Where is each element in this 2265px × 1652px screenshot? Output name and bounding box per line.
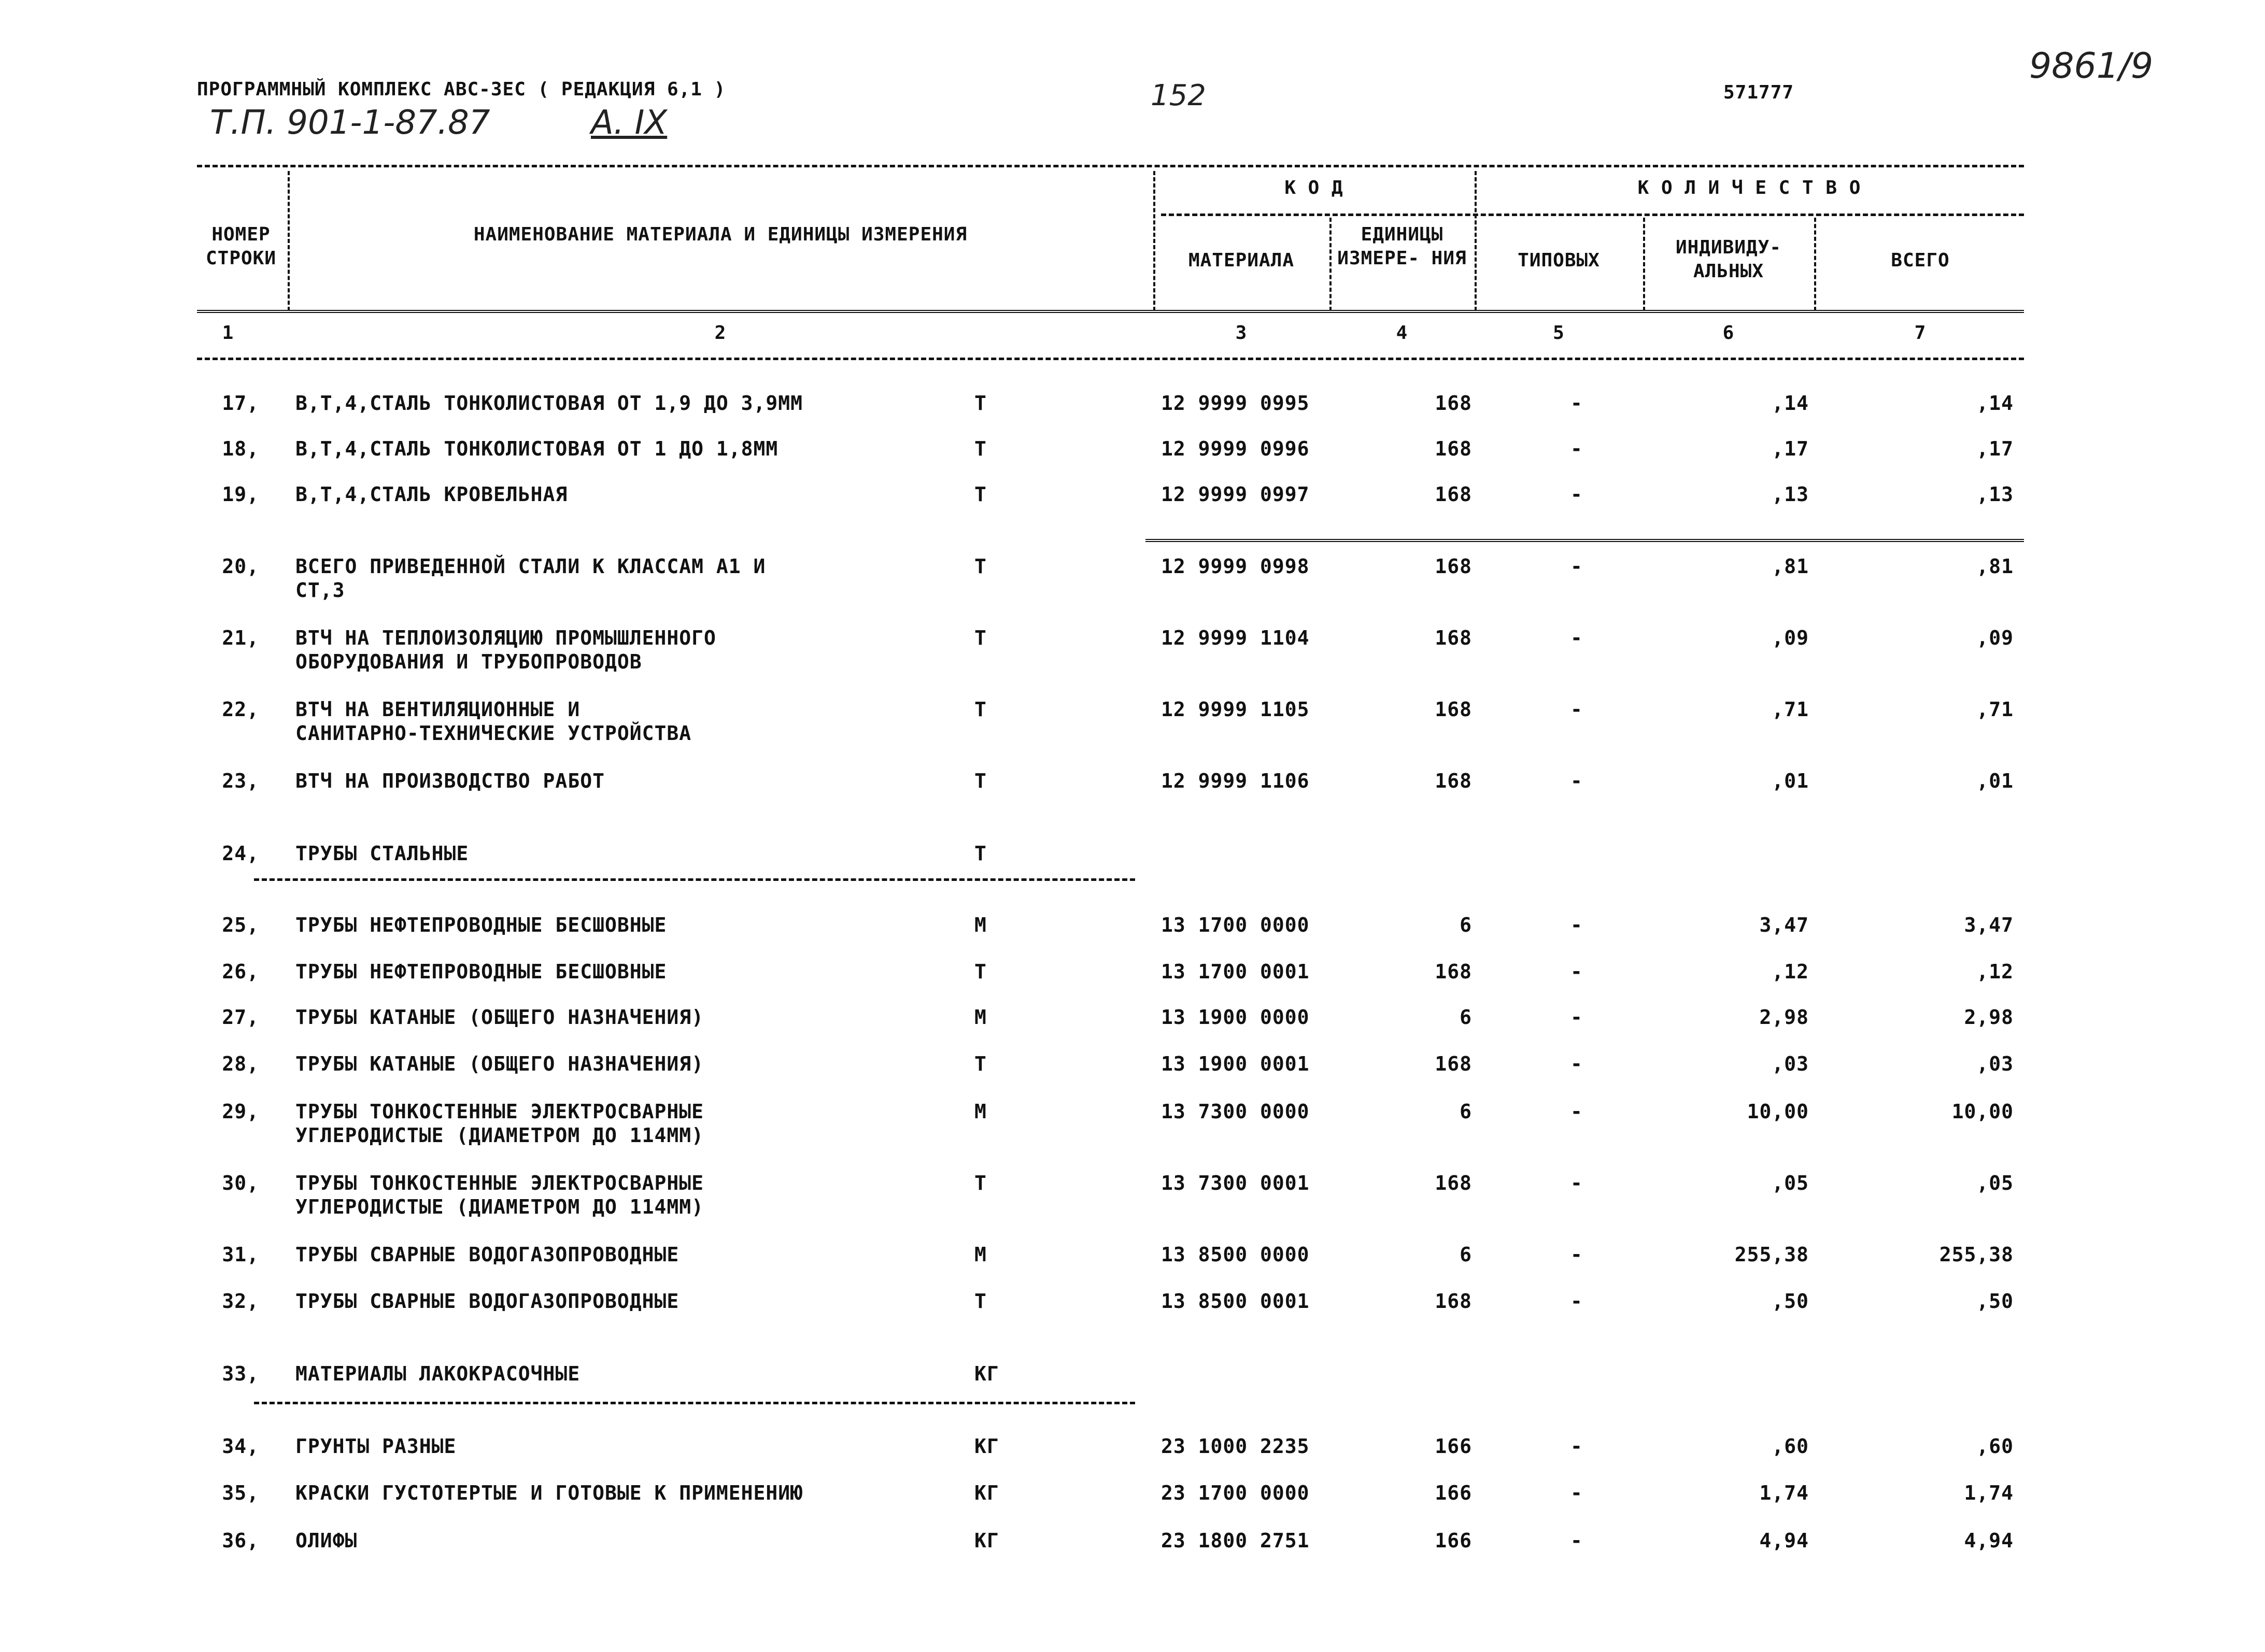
column-numbers-rule <box>197 358 2024 360</box>
material-code: 13 1700 0000 <box>1161 914 1310 936</box>
total-qty: 255,38 <box>1939 1243 2014 1266</box>
unit: Т <box>974 437 987 460</box>
individual-qty: 3,47 <box>1759 914 1809 936</box>
typical-qty: - <box>1570 1435 1583 1458</box>
row-number: 33, <box>222 1362 259 1385</box>
unit-code: 168 <box>1435 392 1472 415</box>
unit: М <box>974 1006 987 1029</box>
unit-code: 6 <box>1460 1243 1472 1266</box>
typical-qty: - <box>1570 483 1583 506</box>
individual-qty: ,05 <box>1772 1172 1809 1194</box>
header-name: НАИМЕНОВАНИЕ МАТЕРИАЛА И ЕДИНИЦЫ ИЗМЕРЕНИЯ <box>473 224 968 245</box>
unit: Т <box>974 960 987 983</box>
row-number: 31, <box>222 1243 259 1266</box>
row-number: 20, <box>222 555 259 578</box>
unit: КГ <box>974 1482 999 1504</box>
material-code: 13 7300 0001 <box>1161 1172 1310 1194</box>
typical-qty: - <box>1570 1290 1583 1313</box>
column-divider <box>288 171 290 311</box>
row-number: 24, <box>222 842 259 865</box>
material-code: 13 8500 0001 <box>1161 1290 1310 1313</box>
header-quantity-group: К О Л И Ч Е С Т В О <box>1637 177 1861 198</box>
header-total: ВСЕГО <box>1891 250 1950 271</box>
row-number: 21, <box>222 626 259 649</box>
typical-qty: - <box>1570 626 1583 649</box>
material-name: ТРУБЫ НЕФТЕПРОВОДНЫЕ БЕСШОВНЫЕ <box>295 914 667 936</box>
material-name-continued: УГЛЕРОДИСТЫЕ (ДИАМЕТРОМ ДО 114ММ) <box>295 1195 704 1218</box>
material-code: 23 1800 2751 <box>1161 1529 1310 1552</box>
individual-qty: ,17 <box>1772 437 1809 460</box>
unit: М <box>974 1243 987 1266</box>
unit: Т <box>974 842 987 865</box>
group-underline <box>254 1402 1135 1404</box>
individual-qty: ,71 <box>1772 698 1809 721</box>
individual-qty: 2,98 <box>1759 1006 1809 1029</box>
unit-code: 6 <box>1460 1100 1472 1123</box>
header-row-number: НОМЕР СТРОКИ <box>205 224 277 269</box>
unit-code: 168 <box>1435 626 1472 649</box>
total-qty: ,12 <box>1976 960 2014 983</box>
column-divider <box>1329 218 1332 311</box>
individual-qty: 4,94 <box>1759 1529 1809 1552</box>
column-number: 6 <box>1722 322 1735 344</box>
unit-code: 168 <box>1435 1290 1472 1313</box>
material-name: В,Т,4,СТАЛЬ ТОНКОЛИСТОВАЯ ОТ 1 ДО 1,8ММ <box>295 437 778 460</box>
material-code: 13 1700 0001 <box>1161 960 1310 983</box>
typical-qty: - <box>1570 960 1583 983</box>
typical-qty: - <box>1570 392 1583 415</box>
typical-qty: - <box>1570 1529 1583 1552</box>
table-top-rule <box>197 165 2024 167</box>
material-code: 12 9999 0995 <box>1161 392 1310 415</box>
material-name-continued: ОБОРУДОВАНИЯ И ТРУБОПРОВОДОВ <box>295 650 642 673</box>
project-number: Т.П. 901-1-87.87 <box>210 104 490 142</box>
total-qty: ,60 <box>1976 1435 2014 1458</box>
individual-qty: 1,74 <box>1759 1482 1809 1504</box>
material-name: ТРУБЫ СТАЛЬНЫЕ <box>295 842 469 865</box>
typical-qty: - <box>1570 1172 1583 1194</box>
material-name: ВТЧ НА ВЕНТИЛЯЦИОННЫЕ И <box>295 698 581 721</box>
typical-qty: - <box>1570 1052 1583 1075</box>
unit: М <box>974 914 987 936</box>
unit: КГ <box>974 1435 999 1458</box>
unit-code: 6 <box>1460 1006 1472 1029</box>
row-number: 30, <box>222 1172 259 1194</box>
unit-code: 166 <box>1435 1482 1472 1504</box>
total-qty: 3,47 <box>1964 914 2014 936</box>
material-name: ВСЕГО ПРИВЕДЕННОЙ СТАЛИ К КЛАССАМ А1 И <box>295 555 766 578</box>
header-typical: ТИПОВЫХ <box>1518 250 1600 271</box>
unit: М <box>974 1100 987 1123</box>
typical-qty: - <box>1570 555 1583 578</box>
unit: КГ <box>974 1362 999 1385</box>
typical-qty: - <box>1570 437 1583 460</box>
row-number: 17, <box>222 392 259 415</box>
document-code: 571777 <box>1723 82 1794 103</box>
column-number: 7 <box>1914 322 1927 344</box>
header-material: МАТЕРИАЛА <box>1188 250 1295 271</box>
unit-code: 168 <box>1435 1052 1472 1075</box>
unit-code: 168 <box>1435 698 1472 721</box>
total-qty: 10,00 <box>1951 1100 2014 1123</box>
unit-code: 168 <box>1435 1172 1472 1194</box>
material-name: ТРУБЫ КАТАНЫЕ (ОБЩЕГО НАЗНАЧЕНИЯ) <box>295 1052 704 1075</box>
program-title: ПРОГРАММНЫЙ КОМПЛЕКС АВС-ЗЕС ( РЕДАКЦИЯ 6,1 ) <box>197 79 726 100</box>
material-name: ГРУНТЫ РАЗНЫЕ <box>295 1435 457 1458</box>
typical-qty: - <box>1570 1006 1583 1029</box>
column-divider <box>1153 171 1155 311</box>
unit: Т <box>974 1172 987 1194</box>
album-number: А. IX <box>591 104 668 142</box>
material-name: ТРУБЫ СВАРНЫЕ ВОДОГАЗОПРОВОДНЫЕ <box>295 1243 680 1266</box>
unit: Т <box>974 770 987 792</box>
material-name-continued: УГЛЕРОДИСТЫЕ (ДИАМЕТРОМ ДО 114ММ) <box>295 1124 704 1147</box>
page-number: 152 <box>1151 79 1206 112</box>
material-name: ТРУБЫ КАТАНЫЕ (ОБЩЕГО НАЗНАЧЕНИЯ) <box>295 1006 704 1029</box>
individual-qty: ,14 <box>1772 392 1809 415</box>
row-number: 27, <box>222 1006 259 1029</box>
material-name: ТРУБЫ ТОНКОСТЕННЫЕ ЭЛЕКТРОСВАРНЫЕ <box>295 1172 704 1194</box>
material-name: ВТЧ НА ТЕПЛОИЗОЛЯЦИЮ ПРОМЫШЛЕННОГО <box>295 626 716 649</box>
unit-code: 168 <box>1435 483 1472 506</box>
individual-qty: 10,00 <box>1747 1100 1809 1123</box>
material-name: КРАСКИ ГУСТОТЕРТЫЕ И ГОТОВЫЕ К ПРИМЕНЕНИЮ <box>295 1482 803 1504</box>
total-qty: ,17 <box>1976 437 2014 460</box>
total-qty: 2,98 <box>1964 1006 2014 1029</box>
column-number: 3 <box>1235 322 1248 344</box>
group-underline <box>254 878 1135 881</box>
archive-stamp: 9861/9 <box>2029 46 2154 87</box>
material-code: 13 7300 0000 <box>1161 1100 1310 1123</box>
column-number: 4 <box>1396 322 1408 344</box>
column-divider <box>1475 171 1477 311</box>
row-number: 34, <box>222 1435 259 1458</box>
total-qty: ,09 <box>1976 626 2014 649</box>
unit: Т <box>974 1052 987 1075</box>
material-code: 12 9999 1105 <box>1161 698 1310 721</box>
individual-qty: ,12 <box>1772 960 1809 983</box>
unit: Т <box>974 483 987 506</box>
row-number: 29, <box>222 1100 259 1123</box>
row-number: 23, <box>222 770 259 792</box>
unit: Т <box>974 1290 987 1313</box>
header-code-group: К О Д <box>1284 177 1343 198</box>
individual-qty: ,13 <box>1772 483 1809 506</box>
typical-qty: - <box>1570 698 1583 721</box>
material-code: 12 9999 0997 <box>1161 483 1310 506</box>
individual-qty: ,81 <box>1772 555 1809 578</box>
row-number: 19, <box>222 483 259 506</box>
column-divider <box>1643 218 1645 311</box>
total-qty: 1,74 <box>1964 1482 2014 1504</box>
row-number: 28, <box>222 1052 259 1075</box>
total-qty: ,71 <box>1976 698 2014 721</box>
material-name: ТРУБЫ ТОНКОСТЕННЫЕ ЭЛЕКТРОСВАРНЫЕ <box>295 1100 704 1123</box>
total-qty: 4,94 <box>1964 1529 2014 1552</box>
column-number: 1 <box>222 322 234 344</box>
header-unit-code: ЕДИНИЦЫ ИЗМЕРЕ- НИЯ <box>1337 224 1467 269</box>
material-code: 12 9999 1104 <box>1161 626 1310 649</box>
column-divider <box>1814 218 1816 311</box>
row-number: 32, <box>222 1290 259 1313</box>
individual-qty: ,09 <box>1772 626 1809 649</box>
unit: Т <box>974 555 987 578</box>
header-bottom-rule <box>197 310 2024 313</box>
column-number: 5 <box>1553 322 1565 344</box>
total-qty: ,13 <box>1976 483 2014 506</box>
material-name: ТРУБЫ СВАРНЫЕ ВОДОГАЗОПРОВОДНЫЕ <box>295 1290 680 1313</box>
material-code: 13 1900 0001 <box>1161 1052 1310 1075</box>
unit-code: 168 <box>1435 770 1472 792</box>
unit-code: 6 <box>1460 914 1472 936</box>
unit: Т <box>974 698 987 721</box>
material-name: ВТЧ НА ПРОИЗВОДСТВО РАБОТ <box>295 770 605 792</box>
total-qty: ,50 <box>1976 1290 2014 1313</box>
material-name-continued: САНИТАРНО-ТЕХНИЧЕСКИЕ УСТРОЙСТВА <box>295 722 692 745</box>
row-number: 35, <box>222 1482 259 1504</box>
row-number: 22, <box>222 698 259 721</box>
unit: КГ <box>974 1529 999 1552</box>
total-qty: ,14 <box>1976 392 2014 415</box>
subtotal-separator <box>1145 539 2024 542</box>
material-code: 12 9999 0998 <box>1161 555 1310 578</box>
row-number: 36, <box>222 1529 259 1552</box>
material-name: МАТЕРИАЛЫ ЛАКОКРАСОЧНЫЕ <box>295 1362 581 1385</box>
total-qty: ,03 <box>1976 1052 2014 1075</box>
material-code: 23 1700 0000 <box>1161 1482 1310 1504</box>
unit-code: 166 <box>1435 1435 1472 1458</box>
unit-code: 168 <box>1435 437 1472 460</box>
material-name: В,Т,4,СТАЛЬ ТОНКОЛИСТОВАЯ ОТ 1,9 ДО 3,9ММ <box>295 392 803 415</box>
individual-qty: 255,38 <box>1734 1243 1809 1266</box>
header-individual: ИНДИВИДУ- АЛЬНЫХ <box>1675 237 1782 282</box>
unit-code: 168 <box>1435 960 1472 983</box>
material-code: 13 1900 0000 <box>1161 1006 1310 1029</box>
typical-qty: - <box>1570 914 1583 936</box>
typical-qty: - <box>1570 1100 1583 1123</box>
unit-code: 168 <box>1435 555 1472 578</box>
row-number: 26, <box>222 960 259 983</box>
material-code: 23 1000 2235 <box>1161 1435 1310 1458</box>
individual-qty: ,50 <box>1772 1290 1809 1313</box>
material-code: 12 9999 1106 <box>1161 770 1310 792</box>
material-name: ОЛИФЫ <box>295 1529 358 1552</box>
material-name: В,Т,4,СТАЛЬ КРОВЕЛЬНАЯ <box>295 483 568 506</box>
individual-qty: ,01 <box>1772 770 1809 792</box>
unit: Т <box>974 626 987 649</box>
typical-qty: - <box>1570 770 1583 792</box>
individual-qty: ,03 <box>1772 1052 1809 1075</box>
total-qty: ,81 <box>1976 555 2014 578</box>
typical-qty: - <box>1570 1482 1583 1504</box>
row-number: 25, <box>222 914 259 936</box>
total-qty: ,01 <box>1976 770 2014 792</box>
individual-qty: ,60 <box>1772 1435 1809 1458</box>
material-name: ТРУБЫ НЕФТЕПРОВОДНЫЕ БЕСШОВНЫЕ <box>295 960 667 983</box>
typical-qty: - <box>1570 1243 1583 1266</box>
unit: Т <box>974 392 987 415</box>
unit-code: 166 <box>1435 1529 1472 1552</box>
total-qty: ,05 <box>1976 1172 2014 1194</box>
material-code: 13 8500 0000 <box>1161 1243 1310 1266</box>
code-subheader-rule <box>1161 213 2024 216</box>
material-code: 12 9999 0996 <box>1161 437 1310 460</box>
column-number: 2 <box>714 322 727 344</box>
row-number: 18, <box>222 437 259 460</box>
material-name-continued: СТ,3 <box>295 579 345 602</box>
